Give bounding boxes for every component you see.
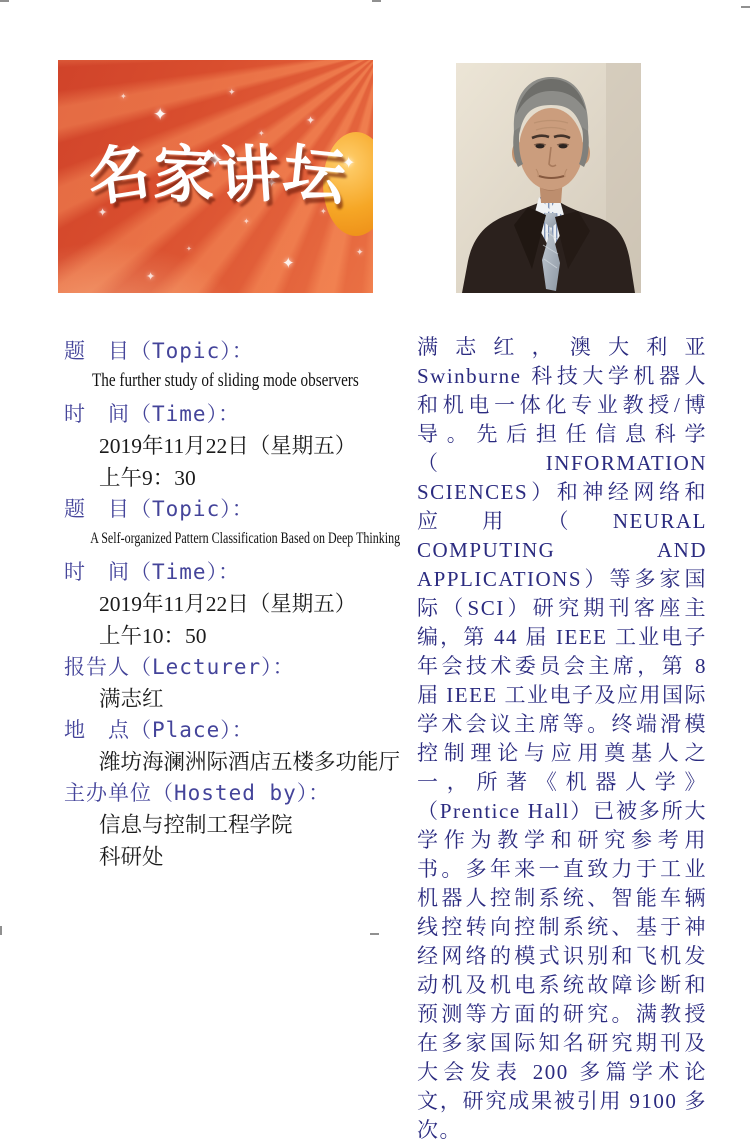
forum-banner <box>58 60 373 293</box>
banner-title-char: 名 <box>83 133 155 216</box>
place-label: 地 点（Place）： <box>64 717 254 742</box>
detail-value <box>64 460 429 492</box>
detail-value <box>64 808 429 840</box>
detail-value <box>64 682 429 714</box>
crop-mark <box>372 0 381 2</box>
sparkle-icon <box>120 93 127 101</box>
banner-title-char: 坛 <box>279 134 349 215</box>
detail-value <box>64 366 429 398</box>
sparkle-icon <box>186 246 192 253</box>
sparkle-icon <box>243 218 250 226</box>
sparkle-icon <box>146 272 155 283</box>
hour-1-value: 上午9：30 <box>99 465 196 490</box>
crop-mark <box>741 6 750 8</box>
sparkle-icon <box>228 88 236 97</box>
date-1-value: 2019年11月22日（星期五） <box>99 434 357 459</box>
detail-label <box>64 397 429 429</box>
detail-value <box>64 524 429 556</box>
crop-mark <box>0 926 2 935</box>
crop-mark <box>370 933 379 935</box>
detail-value <box>64 429 429 461</box>
detail-label <box>64 713 429 745</box>
lecturer-label: 报告人（Lecturer）： <box>64 654 295 679</box>
sparkle-icon <box>306 116 315 127</box>
detail-label <box>64 492 429 524</box>
sparkle-icon <box>153 106 167 123</box>
topic-label: 题 目（Topic）： <box>64 496 254 521</box>
topic-label: 题 目（Topic）： <box>64 338 254 363</box>
place-value: 潍坊海澜洲际酒店五楼多功能厅 <box>99 750 401 775</box>
banner-title-char: 家 <box>151 136 217 213</box>
sparkle-icon <box>356 248 364 257</box>
detail-value <box>64 840 429 872</box>
lecturer-biography: 满志红，澳大利亚 Swinburne 科技大学机器人和机电一体化专业教授/博导。先后担任信息科学（INFORMATION SCIENCES）和神经网络和应用（NEURAL COMPUTING AND APPLICATIONS）等多家国际（SCI）研究期刊客座主编，第 44 届 IEEE 工业电子年会技术委员会主席，第 8 届 IEEE 工业电子及应用国际学术会议主席等。终端滑模控制理论与应用奠基人之一，所著《机器人学》（Prentice Hall）已被多所大学作为教学和研究参考用书。多年来一直致力于工业机器人控制系统、智能车辆线控转向控制系统、基于神经网络的模式识别和飞机发动机及机电系统故障诊断和预测等方面的研究。满教授在多家国际知名研究期刊及大会发表 200 多篇学术论文，研究成果被引用 9100 多次。 <box>417 335 707 1142</box>
host-1-value: 信息与控制工程学院 <box>99 813 293 838</box>
date-2-value: 2019年11月22日（星期五） <box>99 592 357 617</box>
detail-label <box>64 555 429 587</box>
topic-1-value: The further study of sliding mode observers <box>92 370 359 392</box>
detail-label <box>64 776 429 808</box>
detail-value <box>64 587 429 619</box>
detail-value <box>64 618 429 650</box>
lecture-details <box>64 334 429 871</box>
sparkle-icon <box>282 256 295 271</box>
banner-title-char: 讲 <box>215 137 283 212</box>
topic-2-value: A Self-organized Pattern Classification Based on Deep Thinking <box>90 530 401 548</box>
hour-2-value: 上午10：50 <box>99 623 207 648</box>
crop-mark <box>0 0 9 2</box>
time-label: 时 间（Time）： <box>64 559 241 584</box>
detail-value <box>64 745 429 777</box>
host-2-value: 科研处 <box>99 844 164 869</box>
lecturer-photo <box>456 63 641 293</box>
detail-label <box>64 650 429 682</box>
time-label: 时 间（Time）： <box>64 401 241 426</box>
lecturer-name-value: 满志红 <box>99 686 164 711</box>
banner-title <box>83 133 349 216</box>
host-label: 主办单位（Hosted by）： <box>64 781 331 806</box>
detail-label <box>64 334 429 366</box>
lecturer-portrait-graphic <box>456 63 641 293</box>
